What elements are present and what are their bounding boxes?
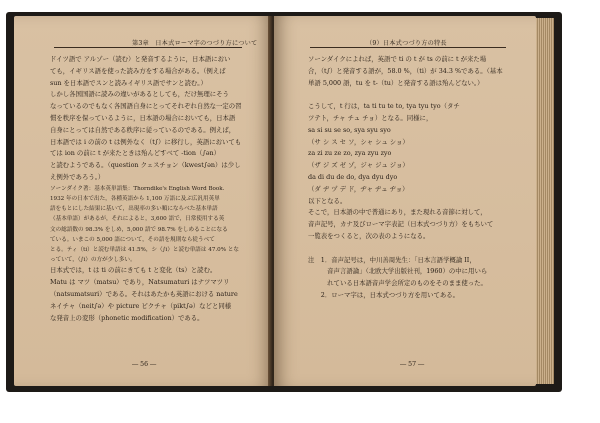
note-line: 2．ローマ字は，日本式つづり方を用いてある。 bbox=[308, 290, 460, 299]
text-line: な発音上の変形（phonetic modification）である。 bbox=[50, 313, 204, 322]
text-line: （サ シ ス セ ソ，シャ シュ ショ） bbox=[308, 137, 409, 146]
text-line: 日本式では，t は ti の前にきても t と変化（ts）と読む。 bbox=[50, 266, 217, 275]
text-line: 以下となる。 bbox=[308, 196, 347, 205]
open-book bbox=[6, 12, 562, 392]
note-line: 音声言語論」（北欧大学出版社刊，1960）の中に用いら bbox=[308, 267, 488, 276]
text-line: 合，（t∫）と発音する語が，58.0 %，（ti）が 34.3 %である。（基本 bbox=[308, 66, 503, 75]
footnote-line: ている。いまこの 5,000 語について，その語を規則なら従うべて bbox=[50, 236, 215, 243]
text-line: ても，イギリス語を使った読み方をする場合がある。（例えば bbox=[50, 66, 226, 75]
text-line: （ザ ジ ズ ゼ ゾ，ジャ ジュ ジョ） bbox=[308, 161, 409, 170]
right-body-text bbox=[308, 54, 514, 302]
text-line: 単語 5,000 語，tu を t-（tu）と発音する語は殆んどない。） bbox=[308, 78, 484, 87]
right-running-header: （9）日本式つづり方の特長 bbox=[366, 40, 447, 47]
footnote-line: 文の総語数の 98.3% をしめ，5,000 語で 98.7% をしめることになる bbox=[50, 226, 228, 233]
text-line: 音声記号，カナ及びローマ字表記（日本式つづり方）をもちいて bbox=[308, 220, 494, 229]
text-line: （ダ ヂ ヅ デ ド，ヂャ ヂュ ヂョ） bbox=[308, 184, 409, 193]
footnote-line: （基本単語）があるが，それによると，3,600 語で，日常使用する英 bbox=[50, 216, 225, 223]
text-line: 慣を秩序を保っているように，日本語の場合においても，日本語 bbox=[50, 113, 236, 122]
footnote-block bbox=[50, 184, 246, 266]
text-line: 一覧表をつくると，次の表のようになる。 bbox=[308, 231, 430, 240]
text-line: ては ion の前に t が来たときは殆んどすべて -tion（∫ən） bbox=[50, 149, 220, 158]
text-line: 自身にとっては自然である秩序に従っているのである。例えば， bbox=[50, 125, 236, 134]
text-line: da di du de do, dya dyu dyo bbox=[308, 172, 398, 181]
left-body-text bbox=[50, 54, 246, 324]
text-line: なっているのでもなく各国語自身にとってそれぞれ自然な一定の習 bbox=[50, 102, 242, 111]
text-line: ネイチャ（neit∫ə）や picture ピクチャ（pikt∫ə）などと同様 bbox=[50, 301, 232, 310]
left-running-header: 第3章 日本式ローマ字のつづり方について bbox=[132, 40, 258, 47]
text-line: （natsumatsuri）である。それはあたかも英語における nature bbox=[50, 289, 238, 298]
text-line: しかし各国国語に読みの違いがあるとしても，だけ無理にそう bbox=[50, 90, 229, 99]
text-line: そこで，日本語の中で普通にあり，また現れる音節に対して， bbox=[308, 208, 487, 217]
text-line: sa si su se so, sya syu syo bbox=[308, 125, 391, 134]
footnote-line: とる。ティ（ti）と読む単語は 41.5%，シ（∫i）と読む単語は 47.0% とな bbox=[50, 246, 240, 253]
footnote-line: 語をもとにした結果に基いて，出現率の多い順にならべた基本単語 bbox=[50, 206, 218, 213]
text-line: え例外であろう。） bbox=[50, 172, 105, 181]
left-page bbox=[14, 16, 272, 386]
text-line: za zi zu ze zo, zya zyu zyo bbox=[308, 149, 392, 158]
text-line: ツテト，チャ チュ チョ）となる。同様に， bbox=[308, 113, 433, 122]
note-line: 注 1．音声記号は，中川善周先生：「日本言語学概論 II， bbox=[308, 255, 476, 264]
text-line: sun を日本語でスンと読みイギリス語でサンと読む。） bbox=[50, 78, 207, 87]
text-line: 日本語では i の前の t は例外なく（t∫）に移行し，英語においても bbox=[50, 137, 242, 146]
right-page bbox=[274, 16, 536, 386]
text-line: Matu は マツ（matsu）であり，Natsumaturi はナツマツリ bbox=[50, 278, 230, 287]
left-header-rule bbox=[54, 47, 242, 48]
footnote-line: 1932 年の日本で出た，各種英語から 1,100 万語に及ぶ広汎用英単 bbox=[50, 195, 220, 202]
text-line: と読むようである。（question クェスチョン（kwest∫ən）は少し bbox=[50, 161, 241, 170]
text-line: ソーンダイクによれば，英語で ti の t が ts の前に t が来た場 bbox=[308, 55, 487, 63]
left-page-number: ― 56 ― bbox=[132, 361, 157, 368]
right-page-number: ― 57 ― bbox=[400, 361, 425, 368]
text-line: こうして，t 行は，ta ti tu te to, tya tyu tyo（タチ bbox=[308, 102, 460, 111]
page-edges bbox=[536, 18, 554, 384]
blank-line bbox=[308, 89, 514, 101]
blank-line bbox=[308, 243, 514, 255]
right-header-rule bbox=[310, 47, 506, 48]
footnote-line: ソーンダイク著：基本英単語集：Thorndike's English Word Book. bbox=[50, 185, 225, 192]
note-line: れている日本語音声学会所定のものをそのまま使った。 bbox=[308, 279, 487, 288]
text-line: ドイツ語で アルゾー（読む）と発音するように，日本語におい bbox=[50, 55, 231, 63]
footnote-line: っていて，（∫i）の方が少し多い。 bbox=[50, 257, 136, 264]
